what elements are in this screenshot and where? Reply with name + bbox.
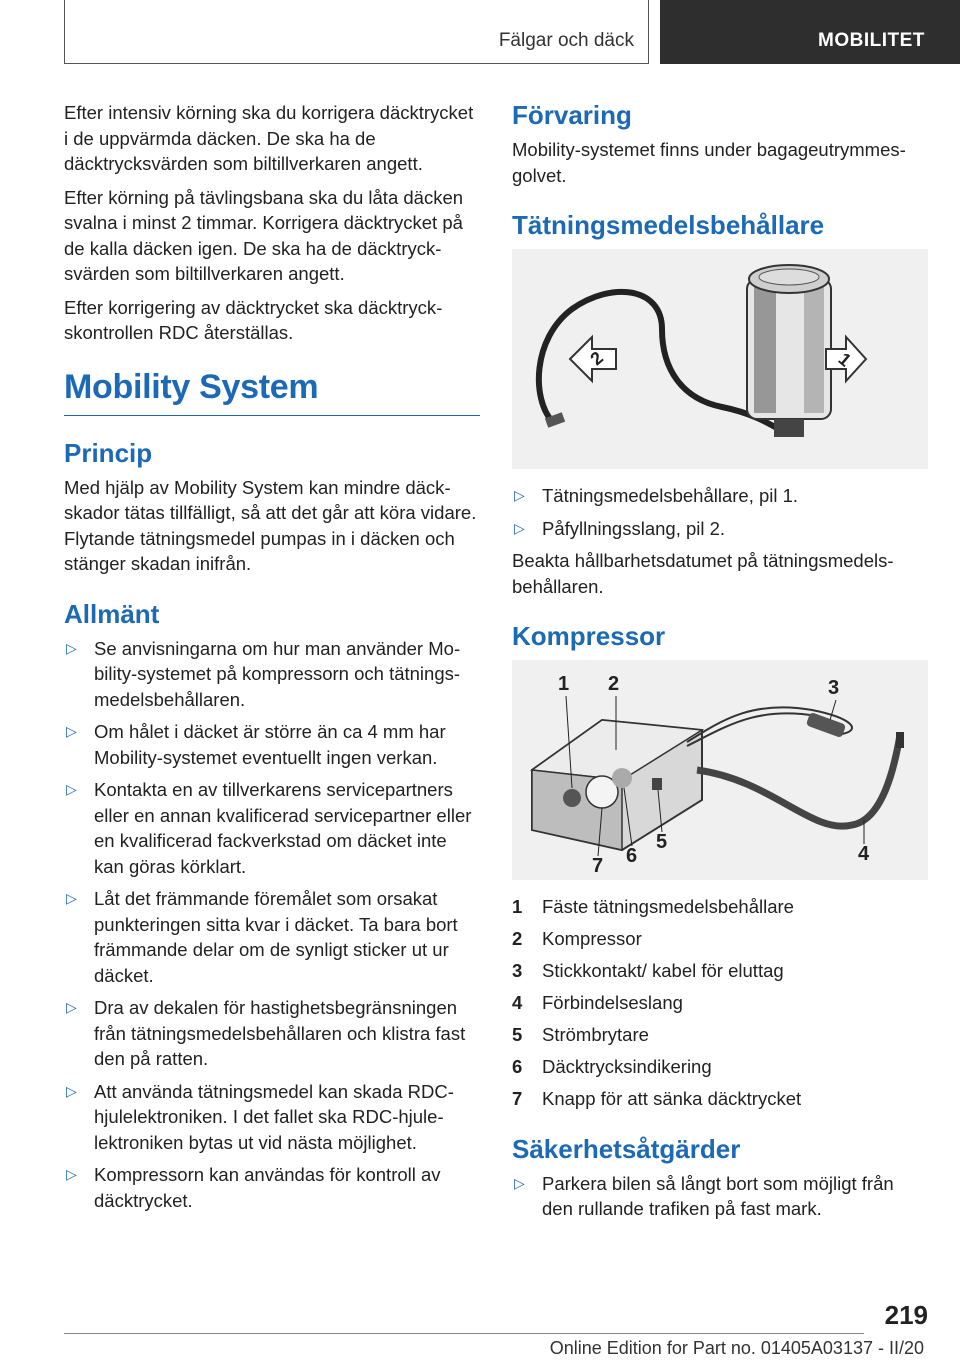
list-item: 3 Stickkontakt/ kabel för eluttag bbox=[512, 960, 784, 981]
sealant-list bbox=[512, 483, 928, 541]
list-item: 7 Knapp för att sänka däcktrycket bbox=[512, 1088, 802, 1109]
triangle-bullet-icon: ▷ bbox=[514, 519, 525, 536]
compressor-figure bbox=[512, 660, 928, 880]
intro-paragraph: Efter korrigering av däcktrycket ska däcktryckskontrollen RDC återställas. bbox=[64, 296, 443, 343]
callout-5: 5 bbox=[656, 831, 668, 853]
list-item: 4 Förbindelseslang bbox=[512, 992, 683, 1013]
sealant-note: Beakta hållbarhetsdatumet på tätningsmedelsbehållaren. bbox=[512, 550, 894, 597]
list-item: ▷ Kompressorn kan användas för kontroll av däcktrycket. bbox=[66, 1164, 441, 1211]
header-chapter-tab bbox=[660, 0, 960, 64]
storage-text: Mobility-systemet finns under bagageutrymmesgolvet. bbox=[512, 139, 906, 186]
list-item: 6 Däcktrycksindikering bbox=[512, 1056, 712, 1077]
callout-2: 2 bbox=[608, 673, 620, 695]
intro-paragraph: Efter intensiv körning ska du korrigera däcktrycket i de uppvärmda däcken. De ska ha de däcktrycksvärden som biltillverkaren angett. bbox=[64, 102, 474, 174]
list-item: 2 Kompressor bbox=[512, 928, 642, 949]
list-item: ▷ Dra av dekalen för hastighetsbegränsningen från tätningsmedelsbehållaren och klistra fast den på ratten. bbox=[66, 997, 466, 1069]
principle-heading: Princip bbox=[64, 437, 153, 468]
right-column bbox=[512, 100, 928, 1229]
list-item: ▷ Om hålet i däcket är större än ca 4 mm har Mobility-systemet eventuellt ingen verkan. bbox=[66, 721, 446, 768]
footer-edition: Online Edition for Part no. 01405A03137 - II/20 bbox=[549, 1338, 924, 1358]
list-item: ▷ Kontakta en av tillverkarens servicepartners eller en annan kvalificerad servicepartner eller en kvalificerad fackverkstad om däcket inte kan göras körklart. bbox=[66, 779, 472, 877]
list-item: ▷ Att använda tätningsmedel kan skada RDC-hjulelektroniken. I det fallet ska RDC-hjulelektroniken bytas ut vid nästa möjlighet. bbox=[66, 1080, 454, 1153]
callout-4: 4 bbox=[858, 843, 870, 865]
triangle-bullet-icon: ▷ bbox=[66, 781, 77, 797]
triangle-bullet-icon: ▷ bbox=[66, 1082, 77, 1099]
safety-list bbox=[512, 1171, 928, 1222]
compressor-parts-list bbox=[512, 894, 928, 1112]
header-section-box bbox=[64, 0, 649, 64]
list-item: 5 Strömbrytare bbox=[512, 1024, 649, 1045]
callout-6: 6 bbox=[626, 845, 638, 867]
section-title: Mobility System bbox=[64, 368, 480, 416]
callout-1: 1 bbox=[558, 673, 570, 695]
list-item: ▷ Låt det främmande föremålet som orsakat punkteringen sitta kvar i däcket. Ta bara bort främmande delar om de synligt sticker ut ur däcket. bbox=[66, 888, 458, 986]
triangle-bullet-icon: ▷ bbox=[514, 487, 525, 503]
page-number: 219 bbox=[884, 1300, 928, 1330]
list-item: ▷ Parkera bilen så långt bort som möjligt från den rullande trafiken på fast mark. bbox=[514, 1172, 894, 1219]
sealant-container-figure bbox=[512, 249, 928, 469]
compressor-heading: Kompressor bbox=[512, 621, 666, 651]
list-item: ▷ Tätningsmedelsbehållare, pil 1. bbox=[512, 483, 928, 509]
general-list bbox=[64, 636, 480, 1214]
triangle-bullet-icon: ▷ bbox=[66, 890, 77, 906]
triangle-bullet-icon: ▷ bbox=[514, 1174, 525, 1191]
triangle-bullet-icon: ▷ bbox=[66, 639, 77, 656]
footer-divider bbox=[64, 1333, 864, 1334]
sealant-container-illustration bbox=[512, 249, 928, 469]
list-item: ▷ Påfyllningsslang, pil 2. bbox=[512, 516, 928, 542]
intro-paragraph: Efter körning på tävlingsbana ska du låta däcken svalna i minst 2 timmar. Korrigera däcktrycket på de kalla däcken igen. De ska ha de däcktrycksvärden som biltillverkaren angett. bbox=[64, 186, 464, 284]
triangle-bullet-icon: ▷ bbox=[66, 1166, 77, 1182]
callout-3: 3 bbox=[828, 677, 840, 699]
general-heading: Allmänt bbox=[64, 598, 160, 629]
list-item: ▷ Se anvisningarna om hur man använder Mobility-systemet på kompressorn och tätningsmedelsbehållaren. bbox=[66, 637, 461, 710]
storage-heading: Förvaring bbox=[512, 100, 632, 130]
triangle-bullet-icon: ▷ bbox=[66, 999, 77, 1015]
header-chapter-title: MOBILITET bbox=[818, 30, 925, 51]
left-column bbox=[64, 100, 480, 1220]
principle-text: Med hjälp av Mobility System kan mindre däckskador tätas tillfälligt, så att det går att köra vidare. Flytande tätningsmedel pumpas in i däcken och stänger skadan inifrån. bbox=[64, 476, 477, 574]
safety-heading: Säkerhetsåtgärder bbox=[512, 1133, 741, 1164]
triangle-bullet-icon: ▷ bbox=[66, 723, 77, 739]
callout-1: 1 bbox=[834, 348, 856, 371]
callout-2: 2 bbox=[586, 347, 608, 370]
list-item: 1 Fäste tätningsmedelsbehållare bbox=[512, 896, 794, 917]
callout-7: 7 bbox=[592, 855, 604, 877]
sealant-heading: Tätningsmedelsbehållare bbox=[512, 210, 825, 240]
compressor-illustration bbox=[512, 660, 928, 880]
header-section-title: Fälgar och däck bbox=[498, 30, 634, 51]
